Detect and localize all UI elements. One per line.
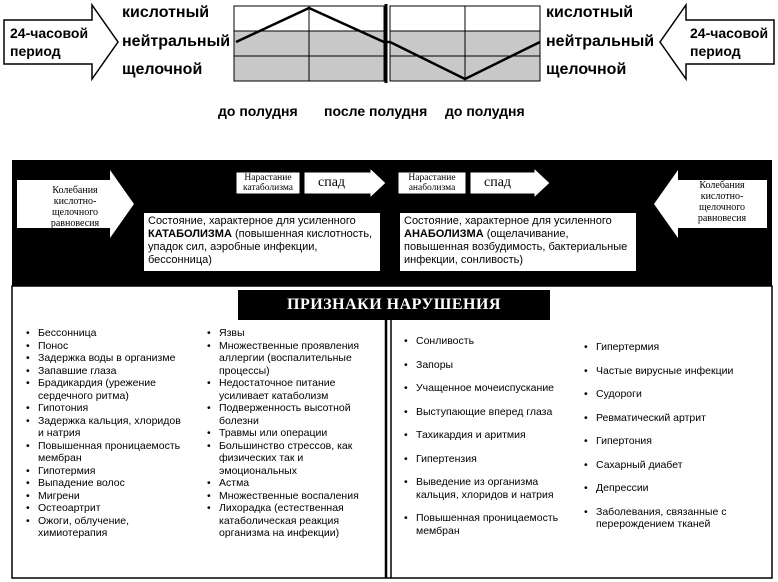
list-item: • Гипотермия <box>24 465 184 478</box>
list-item: • Гипертензия <box>402 453 580 466</box>
list-item: • Брадикардия (урежение сердечного ритма) <box>24 377 184 402</box>
acid-grid-left <box>234 6 384 81</box>
list-item: • Ревматический артрит <box>582 412 768 425</box>
left-period-label: 24-часовой период <box>10 25 89 59</box>
list-item: • Выпадение волос <box>24 477 184 490</box>
ana-desc-pre: Состояние, характерное для усиленного <box>404 215 612 227</box>
ana-desc-bold: АНАБОЛИЗМА <box>404 228 484 240</box>
list-item: • Задержка кальция, хлоридов и натрия <box>24 415 184 440</box>
right-level-acid: кислотный <box>546 4 634 21</box>
list-item: • Судороги <box>582 388 768 401</box>
list-item: • Сонливость <box>402 335 580 348</box>
left-level-neutral: нейтральный <box>122 33 231 50</box>
right-level-neutral: нейтральный <box>546 33 655 50</box>
signs-column-1 <box>24 327 184 540</box>
list-item: • Выведение из организма кальция, хлоридов и натрия <box>402 476 580 501</box>
cat-rise-label: Нарастание катаболизма <box>243 173 293 193</box>
list-item: • Заболевания, связанные с перерождением тканей <box>582 506 768 531</box>
list-item: • Понос <box>24 340 184 353</box>
list-item: • Повышенная проницаемость мембран <box>24 440 184 465</box>
list-item: • Гипертермия <box>582 341 768 354</box>
black-band <box>12 160 772 286</box>
list-item: • Выступающие вперед глаза <box>402 406 580 419</box>
list-item: • Множественные воспаления <box>205 490 377 503</box>
list-item: • Учащенное мочеиспускание <box>402 382 580 395</box>
list-item: • Подверженность высотной болезни <box>205 402 377 427</box>
list-item: • Тахикардия и аритмия <box>402 429 580 442</box>
band-left-arrow-text: Колебания кислотно-щелочного равновесия <box>50 185 100 229</box>
cat-fall-label: спад <box>318 175 346 190</box>
ana-rise-label: Нарастание анаболизма <box>408 173 456 193</box>
list-item: • Множественные проявления аллергии (воспалительные процессы) <box>205 340 377 378</box>
cat-desc-pre: Состояние, характерное для усиленного <box>148 215 356 227</box>
catabolism-description <box>144 213 380 271</box>
list-item: • Запавшие глаза <box>24 365 184 378</box>
anabolism-description <box>400 213 636 271</box>
list-item: • Гипотония <box>24 402 184 415</box>
left-level-alkaline: щелочной <box>122 61 203 78</box>
cat-desc-post: (повышенная кислотность, упадок сил, аэробные инфекции, бессонница) <box>148 228 373 266</box>
signs-title: ПРИЗНАКИ НАРУШЕНИЯ <box>238 290 550 320</box>
list-item: • Остеоартрит <box>24 502 184 515</box>
list-item: • Депрессии <box>582 482 768 495</box>
right-level-alkaline: щелочной <box>546 61 627 78</box>
time-before-noon-2: до полудня <box>445 103 525 119</box>
ana-fall-label: спад <box>484 175 512 190</box>
list-item: • Сахарный диабет <box>582 459 768 472</box>
acid-grid-right <box>390 6 540 81</box>
signs-column-3 <box>402 335 580 537</box>
list-item: • Лихорадка (естественная катаболическая реакция организма на инфекции) <box>205 502 377 540</box>
list-item: • Большинство стрессов, как физических так и эмоциональных <box>205 440 377 478</box>
list-item: • Ожоги, облучение, химиотерапия <box>24 515 184 540</box>
signs-column-2 <box>205 327 377 540</box>
list-item: • Частые вирусные инфекции <box>582 365 768 378</box>
list-item: • Язвы <box>205 327 377 340</box>
list-item: • Задержка воды в организме <box>24 352 184 365</box>
band-right-arrow-text: Колебания кислотно-щелочного равновесия <box>697 180 747 224</box>
list-item: • Астма <box>205 477 377 490</box>
list-item: • Недостаточное питание усиливает катаболизм <box>205 377 377 402</box>
list-item: • Травмы или операции <box>205 427 377 440</box>
ana-desc-post: (ощелачивание, повышенная возбудимость, бактериальные инфекции, сонливость) <box>404 228 628 266</box>
list-item: • Запоры <box>402 359 580 372</box>
list-item: • Гипертония <box>582 435 768 448</box>
cat-desc-bold: КАТАБОЛИЗМА <box>148 228 232 240</box>
left-level-acid: кислотный <box>122 4 210 21</box>
signs-column-4 <box>582 341 768 531</box>
list-item: • Повышенная проницаемость мембран <box>402 512 580 537</box>
list-item: • Мигрени <box>24 490 184 503</box>
list-item: • Бессонница <box>24 327 184 340</box>
time-before-noon-1: до полудня <box>218 103 298 119</box>
time-after-noon: после полудня <box>324 103 428 119</box>
right-period-label: 24-часовой период <box>690 25 769 59</box>
